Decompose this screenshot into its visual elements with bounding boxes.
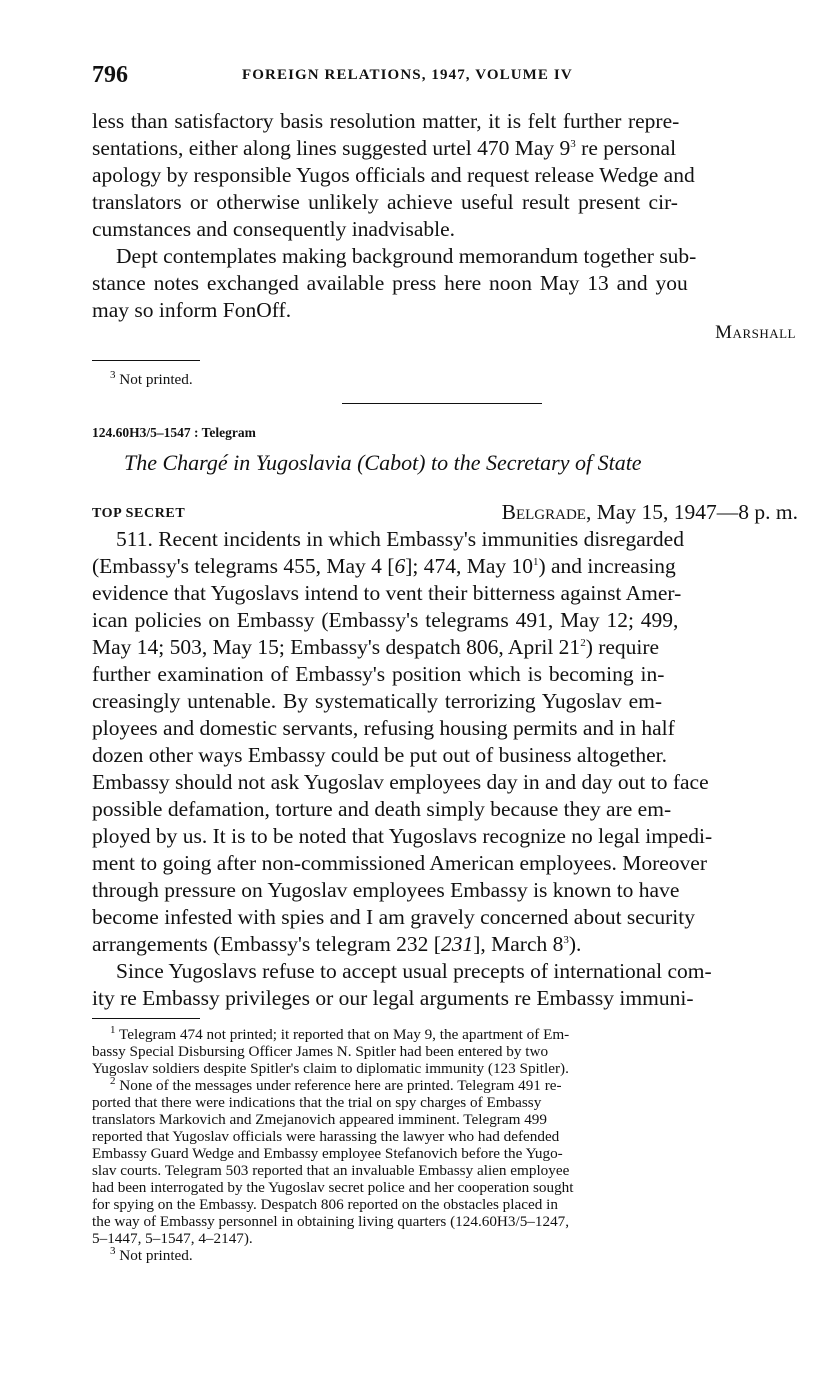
text-line: apology by responsible Yugos officials and request release Wedge and — [92, 163, 695, 187]
text-line: Since Yugoslavs refuse to accept usual precepts of international com- — [116, 959, 712, 983]
footnote-line: 5–1447, 5–1547, 4–2147). — [92, 1230, 253, 1247]
footnote-text: Not printed. — [115, 1247, 193, 1264]
footnote-line: the way of Embassy personnel in obtaining living quarters (124.60H3/5–1247, — [92, 1213, 570, 1230]
text-line: become infested with spies and I am gravely concerned about security — [92, 905, 695, 929]
footnote-line: Embassy Guard Wedge and Embassy employee Stefanovich before the Yugo- — [92, 1145, 563, 1162]
text-line: through pressure on Yugoslav employees Embassy is known to have — [92, 878, 680, 902]
footnote-line: slav courts. Telegram 503 reported that an invaluable Embassy alien employee — [92, 1162, 570, 1179]
footnote-line: Yugoslav soldiers despite Spitler's claim to diplomatic immunity (123 Spitler). — [92, 1060, 569, 1077]
footnote-line — [110, 1023, 570, 1044]
page-number: 796 — [92, 62, 128, 88]
text-line: further examination of Embassy's position which is becoming in- — [92, 662, 665, 686]
text-segment: 6 — [394, 554, 406, 578]
text-line: stance notes exchanged available press here noon May 13 and you — [92, 271, 688, 295]
footnote-ref: 3 — [563, 933, 569, 946]
footnote — [110, 368, 193, 389]
footnote-line — [110, 1244, 193, 1265]
text-line: ity re Embassy privileges or our legal arguments re Embassy immuni- — [92, 986, 694, 1010]
page-header — [92, 62, 794, 92]
place-date — [502, 500, 798, 525]
text-line — [92, 931, 581, 958]
text-segment: ) and increasing — [538, 554, 676, 578]
footnote-line: bassy Special Disbursing Officer James N. Spitler had been entered by two — [92, 1043, 549, 1060]
text-segment: 231 — [440, 932, 474, 956]
date: , May 15, 1947—8 p. m. — [585, 500, 798, 524]
text-line: ment to going after non-commissioned American employees. Moreover — [92, 851, 707, 875]
text-segment: arrangements (Embassy's telegram 232 [ — [92, 932, 441, 956]
footnote-marker: 1 — [110, 1023, 116, 1036]
text-segment: (Embassy's telegrams 455, May 4 [ — [92, 554, 395, 578]
footnote-marker: 3 — [110, 368, 116, 381]
text-line: cumstances and consequently inadvisable. — [92, 217, 456, 241]
footnote-text: Telegram 474 not printed; it reported that on May 9, the apartment of Em- — [115, 1026, 570, 1043]
document-reference: 124.60H3/5–1547 : Telegram — [92, 425, 256, 440]
text-segment: re personal — [575, 136, 677, 160]
text-line: Dept contemplates making background memorandum together sub- — [116, 244, 697, 268]
text-line — [92, 553, 676, 580]
footnote-ref: 3 — [570, 137, 576, 150]
document-title: The Chargé in Yugoslavia (Cabot) to the Secretary of State — [124, 450, 642, 475]
text-line: ican policies on Embassy (Embassy's telegrams 491, May 12; 499, — [92, 608, 679, 632]
text-segment: sentations, either along lines suggested urtel 470 May 9 — [92, 136, 571, 160]
footnote-line — [110, 1074, 562, 1095]
footnote-line: ported that there were indications that the trial on spy charges of Embassy — [92, 1094, 542, 1111]
footnote-line: translators Markovich and Zmejanovich appeared imminent. Telegram 499 — [92, 1111, 547, 1128]
text-line: possible defamation, torture and death simply because they are em- — [92, 797, 672, 821]
footnote-divider — [92, 360, 200, 361]
place: Belgrade — [501, 500, 586, 524]
text-line: creasingly untenable. By systematically terrorizing Yugoslav em- — [92, 689, 663, 713]
text-line: ployed by us. It is to be noted that Yugoslavs recognize no legal impedi- — [92, 824, 713, 848]
text-line: ployees and domestic servants, refusing housing permits and in half — [92, 716, 675, 740]
text-line — [92, 135, 676, 162]
text-segment: ], March 8 — [473, 932, 564, 956]
classification: TOP SECRET — [92, 506, 186, 521]
text-segment: May 14; 503, May 15; Embassy's despatch 806, April 21 — [92, 635, 581, 659]
footnote-ref: 1 — [532, 555, 539, 568]
text-line: less than satisfactory basis resolution matter, it is felt further repre- — [92, 109, 680, 133]
text-segment: ]; 474, May 10 — [405, 554, 533, 578]
footnote-ref: 2 — [580, 636, 586, 649]
footnote-divider — [92, 1018, 200, 1019]
running-title: FOREIGN RELATIONS, 1947, VOLUME IV — [242, 67, 573, 83]
footnote-marker: 3 — [110, 1244, 116, 1257]
text-line: dozen other ways Embassy could be put out of business altogether. — [92, 743, 668, 767]
footnote-text: Not printed. — [115, 371, 193, 388]
text-line: 511. Recent incidents in which Embassy's immunities disregarded — [116, 527, 684, 551]
footnote-line: reported that Yugoslav officials were harassing the lawyer who had defended — [92, 1128, 560, 1145]
document-meta — [92, 500, 798, 528]
footnote-line: for spying on the Embassy. Despatch 806 reported on the obstacles placed in — [92, 1196, 558, 1213]
signature: Marshall — [715, 322, 796, 343]
footnote-text: None of the messages under reference here are printed. Telegram 491 re- — [115, 1077, 562, 1094]
footnote-marker: 2 — [110, 1074, 116, 1087]
text-segment: ) require — [585, 635, 660, 659]
text-line: may so inform FonOff. — [92, 298, 292, 322]
text-line: evidence that Yugoslavs intend to vent their bitterness against Amer- — [92, 581, 682, 605]
section-divider — [342, 403, 542, 404]
text-line: translators or otherwise unlikely achieve useful result present cir- — [92, 190, 678, 214]
text-line: Embassy should not ask Yugoslav employees day in and day out to face — [92, 770, 709, 794]
text-line — [92, 634, 659, 661]
text-segment: ). — [568, 932, 582, 956]
footnote-line: had been interrogated by the Yugoslav secret police and her cooperation sought — [92, 1179, 574, 1196]
